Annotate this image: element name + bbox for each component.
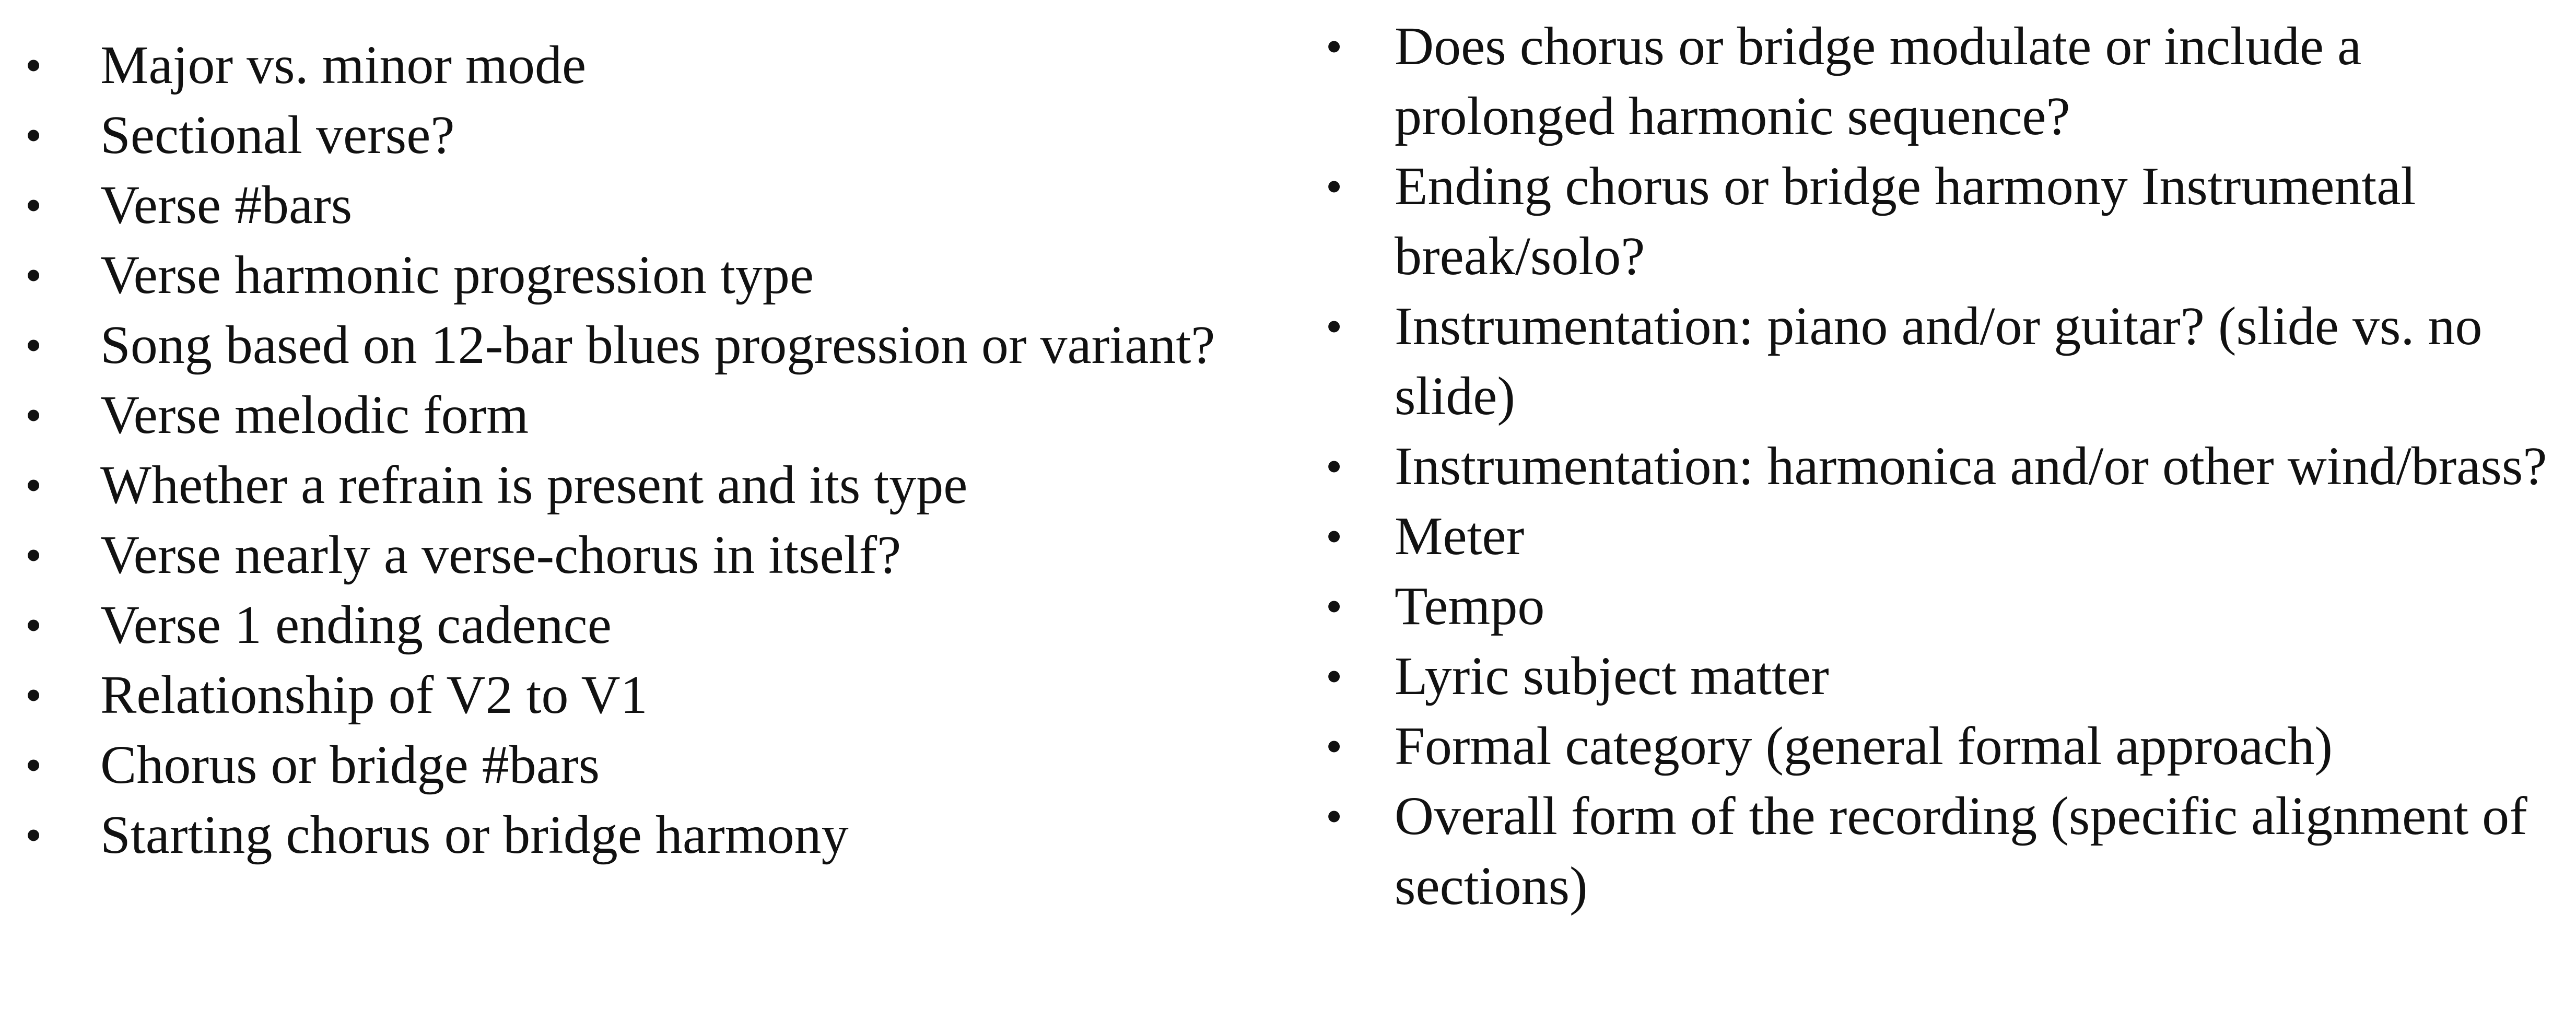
list-item-text: Formal category (general formal approach) <box>1395 716 2333 776</box>
list-item <box>0 240 1274 310</box>
bullet-icon: • <box>25 599 42 652</box>
list-item <box>0 730 1274 800</box>
bullet-icon: • <box>1326 720 1343 773</box>
list-item-text: Verse nearly a verse-chorus in itself? <box>100 525 901 585</box>
list-item <box>1295 291 2570 431</box>
list-item <box>0 450 1274 520</box>
list-item-text: Starting chorus or bridge harmony <box>100 805 849 865</box>
bullet-icon: • <box>25 668 42 722</box>
list-item-text: Ending chorus or bridge harmony Instrumental break/solo? <box>1395 156 2416 286</box>
list-item-text: Whether a refrain is present and its type <box>100 455 968 515</box>
bullet-icon: • <box>25 808 42 862</box>
bullet-icon: • <box>25 738 42 792</box>
bullet-icon: • <box>1326 160 1343 213</box>
list-item <box>0 380 1274 450</box>
bullet-icon: • <box>25 109 42 162</box>
bullet-icon: • <box>25 249 42 302</box>
bullet-icon: • <box>25 459 42 512</box>
list-item-text: Verse #bars <box>100 175 353 235</box>
list-item-text: Lyric subject matter <box>1395 646 1829 706</box>
list-item <box>0 660 1274 730</box>
list-item-text: Relationship of V2 to V1 <box>100 665 648 725</box>
bullet-icon: • <box>25 179 42 232</box>
list-item-text: Chorus or bridge #bars <box>100 735 600 795</box>
list-item-text: Sectional verse? <box>100 105 455 165</box>
list-item <box>0 590 1274 660</box>
list-item <box>1295 501 2570 571</box>
list-item <box>0 520 1274 590</box>
bullet-icon: • <box>25 319 42 372</box>
list-item <box>1295 571 2570 641</box>
bullet-icon: • <box>1326 580 1343 633</box>
bullet-icon: • <box>25 389 42 442</box>
list-item-text: Overall form of the recording (specific alignment of sections) <box>1395 786 2527 916</box>
bullet-icon: • <box>1326 790 1343 843</box>
bullet-icon: • <box>25 529 42 582</box>
list-item-text: Does chorus or bridge modulate or include a prolonged harmonic sequence? <box>1395 16 2362 146</box>
list-item <box>1295 11 2570 151</box>
list-item-text: Tempo <box>1395 576 1545 636</box>
list-item <box>0 310 1274 380</box>
list-item-text: Meter <box>1395 506 1525 566</box>
bullet-icon: • <box>25 39 42 92</box>
list-item <box>1295 431 2570 501</box>
list-item <box>1295 711 2570 781</box>
list-item-text: Verse 1 ending cadence <box>100 595 612 655</box>
list-item <box>0 170 1274 240</box>
bullet-icon: • <box>1326 440 1343 493</box>
list-item <box>0 30 1274 100</box>
list-item-text: Instrumentation: harmonica and/or other wind/brass? <box>1395 436 2547 496</box>
list-item <box>0 100 1274 170</box>
list-item-text: Song based on 12-bar blues progression or variant? <box>100 315 1215 375</box>
bullet-icon: • <box>1326 650 1343 703</box>
bullet-icon: • <box>1326 20 1343 73</box>
bullet-icon: • <box>1326 510 1343 563</box>
bullet-icon: • <box>1326 300 1343 353</box>
list-item-text: Verse melodic form <box>100 385 529 445</box>
list-item <box>1295 781 2570 921</box>
right-bullet-list <box>1295 11 2570 921</box>
list-item-text: Major vs. minor mode <box>100 35 587 95</box>
list-item <box>1295 151 2570 291</box>
left-bullet-list <box>0 30 1274 870</box>
list-item-text: Verse harmonic progression type <box>100 245 814 305</box>
list-item <box>0 800 1274 870</box>
list-item-text: Instrumentation: piano and/or guitar? (slide vs. no slide) <box>1395 296 2483 426</box>
list-item <box>1295 641 2570 711</box>
